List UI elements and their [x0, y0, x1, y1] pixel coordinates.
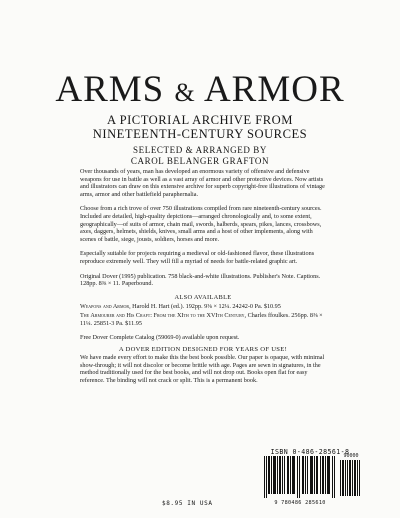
related-title-details: Charles ffoulkes. 256pp. 8⅜ × 11¼. 25851-3 Pa. $11.95	[80, 311, 323, 327]
book-title	[0, 70, 400, 113]
related-title-entry	[80, 303, 326, 311]
catalog-note: Free Dover Complete Catalog (59069-0) available upon request.	[80, 334, 240, 342]
title-arms: ARMS	[55, 69, 165, 110]
related-title-entry	[80, 312, 326, 327]
related-title: The Armourer and His Craft: From the XIth to the XVIth Century,	[80, 311, 247, 319]
subtitle-line-1: A PICTORIAL ARCHIVE FROM	[107, 113, 293, 127]
barcode	[262, 453, 359, 509]
also-available-section	[80, 294, 326, 342]
publication-details: Original Dover (1995) publication. 758 black-and-white illustrations. Publisher's Note. Captions. 128pp. 8⅜ × 11. Paperbound.	[80, 272, 321, 288]
related-title-details: Harold H. Hart (ed.). 192pp. 9⅜ × 12¼. 24242-0 Pa. $10.95	[130, 303, 281, 311]
price-label: $8.95 IN USA	[162, 500, 213, 507]
credit-line-1: SELECTED & ARRANGED BY	[133, 145, 267, 155]
ean-barcode-icon	[262, 456, 338, 498]
credit-line-2: CAROL BELANGER GRAFTON	[130, 155, 270, 166]
subtitle-line-2: NINETEENTH-CENTURY SOURCES	[92, 127, 308, 141]
description-paragraph: Especially suitable for projects requiring a medieval or old-fashioned flavor, these illustrations reproduce extremely well. They will fill a myriad of needs for battle-related graphic art.	[80, 250, 315, 265]
also-available-heading: ALSO AVAILABLE	[174, 293, 232, 301]
title-ampersand: &	[174, 78, 196, 107]
description-paragraph: Over thousands of years, man has developed an enormous variety of offensive and defensive weapons for use in battle as well as a vast array of armor and other protective devices. Now artists and illustrators can draw on this extensive archive for superb copyright-free illustrations of vintage arms, armor and other battlefield paraphernalia.	[80, 168, 325, 198]
guarantee-heading: A DOVER EDITION DESIGNED FOR YEARS OF USE!	[118, 345, 288, 353]
title-armor: ARMOR	[203, 69, 345, 110]
guarantee-text: We have made every effort to make this the best book possible. Our paper is opaque, with minimal show-through; it will not discolor or become brittle with age. Pages are sewn in signatures, in the method traditionally used for the best books, and will not drop out. Books open flat for easy reference. The binding will not crack or split. This is a permanent book.	[80, 354, 325, 385]
isbn-label: ISBN 0-486-28561-8	[270, 448, 350, 456]
book-subtitle	[0, 113, 400, 141]
ean-digits: 9 780486 285610	[274, 500, 326, 506]
addon-digits: 90000	[343, 453, 359, 459]
description-paragraph: Choose from a rich trove of over 750 illustrations compiled from rare nineteenth-century sources. Included are detailed, high-quality depictions—arranged chronologically and, to some extent, geographically—of suits of armor, chain mail, swords, halberds, spears, pikes, lances, crossbows, axes, daggers, helmets, shields, knives, small arms and a host of other implements, along with scenes of battle, siege, jousts, soldiers, horses and more.	[80, 205, 322, 243]
related-title: Weapons and Armor,	[80, 303, 131, 311]
description-text	[80, 168, 326, 392]
editor-credit	[0, 145, 400, 166]
addon-barcode-icon	[340, 460, 360, 496]
